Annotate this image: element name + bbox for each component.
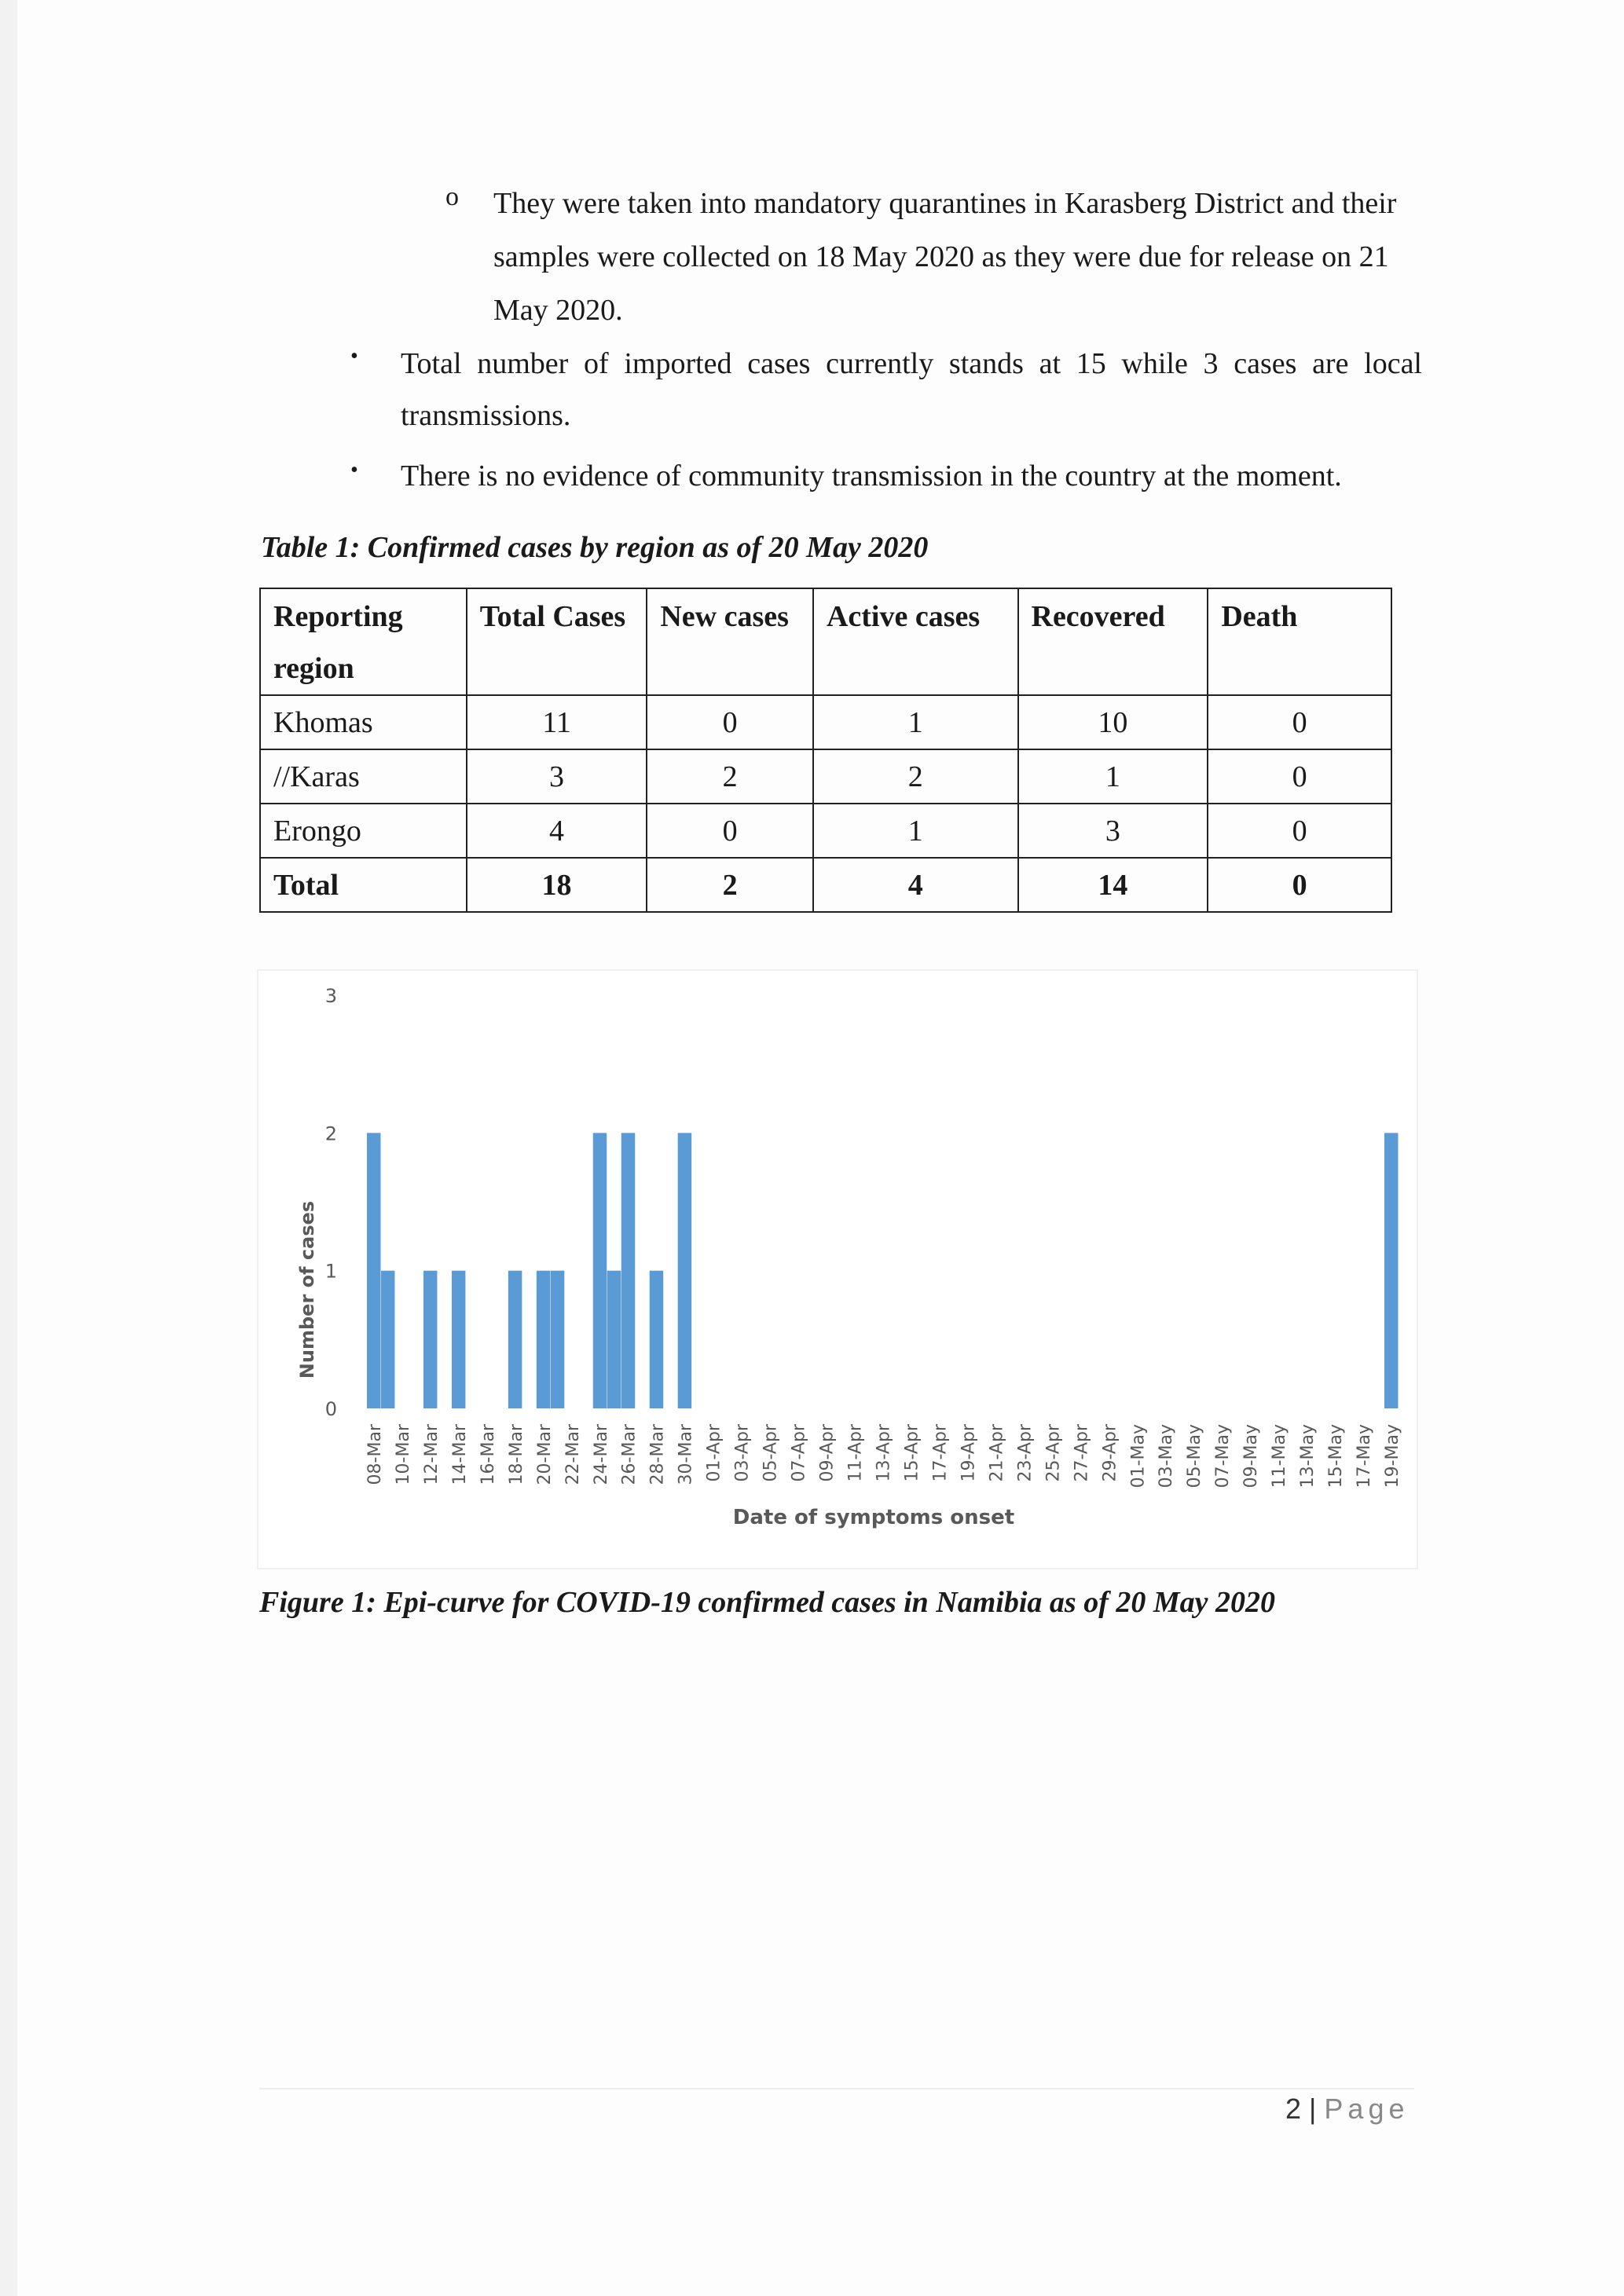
x-tick-label: 19-May [1383, 1424, 1403, 1489]
table-header-row [260, 588, 1391, 695]
x-tick-label: 11-Apr [845, 1424, 866, 1482]
x-tick-label: 13-May [1298, 1424, 1318, 1489]
x-tick-label: 26-Mar [619, 1424, 640, 1485]
bar [452, 1271, 465, 1408]
footer-divider [259, 2088, 1414, 2089]
cell-active: 2 [813, 749, 1018, 804]
cell-total-label: Total [260, 858, 467, 912]
x-tick-label: 20-Mar [534, 1424, 555, 1485]
sub-bullet-marker: o [445, 182, 459, 211]
cell-total-new: 2 [647, 858, 813, 912]
cell-new: 2 [647, 749, 813, 804]
bullet-marker: • [350, 344, 358, 368]
bar [551, 1271, 564, 1408]
x-tick-label: 07-Apr [789, 1424, 809, 1482]
bar [381, 1271, 394, 1408]
cell-recovered: 3 [1018, 804, 1208, 858]
x-tick-label: 23-Apr [1015, 1424, 1036, 1482]
x-tick-label: 13-Apr [874, 1424, 894, 1482]
cell-recovered: 10 [1018, 695, 1208, 749]
table-row [260, 804, 1391, 858]
confirmed-cases-table [259, 588, 1392, 913]
x-tick-label: 28-Mar [647, 1424, 668, 1485]
page-number-value: 2 [1285, 2093, 1302, 2125]
y-axis-label: Number of cases [296, 1200, 318, 1379]
x-tick-label: 10-Mar [393, 1424, 413, 1485]
page-number-separator: | [1309, 2093, 1317, 2125]
bullet-text-imported-cases: Total number of imported cases currently stands at 15 while 3 cases are local transmissions. [401, 347, 1422, 432]
cell-active: 1 [813, 804, 1018, 858]
y-tick-label: 2 [324, 1122, 337, 1145]
x-tick-label: 17-May [1355, 1424, 1375, 1489]
bar [423, 1271, 437, 1408]
cell-total: 4 [467, 804, 647, 858]
bar [650, 1271, 663, 1408]
x-tick-label: 12-Mar [421, 1424, 442, 1485]
chart-bars [367, 1133, 1399, 1408]
cell-total: 3 [467, 749, 647, 804]
bar [508, 1271, 522, 1408]
cell-region: //Karas [260, 749, 467, 804]
y-tick-label: 0 [324, 1398, 337, 1420]
x-tick-label: 05-May [1185, 1424, 1205, 1489]
page-number [1285, 2093, 1410, 2126]
x-tick-label: 30-Mar [676, 1424, 696, 1485]
bar [1384, 1133, 1398, 1408]
bar [593, 1133, 607, 1408]
cell-new: 0 [647, 695, 813, 749]
x-tick-label: 14-Mar [449, 1424, 470, 1485]
cell-total-death: 0 [1208, 858, 1391, 912]
x-tick-label: 03-May [1157, 1424, 1177, 1489]
table-total-row [260, 858, 1391, 912]
y-tick-label: 1 [324, 1260, 337, 1283]
x-tick-label: 22-Mar [563, 1424, 583, 1485]
header-new-cases: New cases [647, 588, 813, 695]
bar [367, 1133, 380, 1408]
cell-total: 11 [467, 695, 647, 749]
table-row [260, 695, 1391, 749]
epi-curve-chart [257, 969, 1418, 1569]
x-tick-label: 21-Apr [987, 1424, 1007, 1482]
x-tick-label: 07-May [1213, 1424, 1234, 1489]
x-tick-label: 15-Apr [902, 1424, 922, 1482]
cell-new: 0 [647, 804, 813, 858]
x-tick-label: 15-May [1326, 1424, 1347, 1489]
x-axis-label: Date of symptoms onset [732, 1506, 1015, 1529]
bar [621, 1133, 635, 1408]
bar [678, 1133, 691, 1408]
bar [537, 1271, 550, 1408]
x-tick-label: 09-Apr [817, 1424, 838, 1482]
bullet-text-community-transmission: There is no evidence of community transmission in the country at the moment. [401, 460, 1342, 493]
cell-total-cases: 18 [467, 858, 647, 912]
x-tick-label: 24-Mar [591, 1424, 611, 1485]
x-tick-label: 25-Apr [1043, 1424, 1064, 1482]
table-caption: Table 1: Confirmed cases by region as of 20 May 2020 [261, 531, 929, 564]
cell-death: 0 [1208, 804, 1391, 858]
x-tick-label: 01-May [1128, 1424, 1149, 1489]
cell-total-active: 4 [813, 858, 1018, 912]
x-tick-label: 19-Apr [959, 1424, 979, 1482]
x-tick-label: 11-May [1270, 1424, 1290, 1489]
header-active-cases: Active cases [813, 588, 1018, 695]
x-tick-label: 27-Apr [1072, 1424, 1092, 1482]
x-tick-label: 17-Apr [930, 1424, 951, 1482]
header-recovered: Recovered [1018, 588, 1208, 695]
x-tick-label: 29-Apr [1100, 1424, 1120, 1482]
figure-caption: Figure 1: Epi-curve for COVID-19 confirmed cases in Namibia as of 20 May 2020 [259, 1586, 1276, 1619]
x-tick-label: 05-Apr [761, 1424, 781, 1482]
sub-bullet-text: They were taken into mandatory quarantines in Karasberg District and their samples were collected on 18 May 2020 as they were due for release on 21 May 2020. [493, 187, 1397, 327]
x-tick-label: 01-Apr [704, 1424, 724, 1482]
y-axis-ticks [325, 985, 337, 1420]
cell-recovered: 1 [1018, 749, 1208, 804]
x-tick-label: 16-Mar [478, 1424, 498, 1485]
x-tick-label: 08-Mar [365, 1424, 385, 1485]
x-tick-label: 09-May [1241, 1424, 1262, 1489]
header-death: Death [1208, 588, 1391, 695]
cell-death: 0 [1208, 749, 1391, 804]
cell-active: 1 [813, 695, 1018, 749]
cell-region: Erongo [260, 804, 467, 858]
cell-region: Khomas [260, 695, 467, 749]
table-row [260, 749, 1391, 804]
y-tick-label: 3 [324, 985, 337, 1007]
x-tick-label: 03-Apr [732, 1424, 753, 1482]
cell-total-recovered: 14 [1018, 858, 1208, 912]
epi-curve-svg [258, 971, 1417, 1568]
x-tick-label: 18-Mar [506, 1424, 526, 1485]
bar [607, 1271, 621, 1408]
header-reporting-region: Reporting region [260, 588, 467, 695]
x-axis-ticks [365, 1423, 1402, 1488]
cell-death: 0 [1208, 695, 1391, 749]
bullet-marker: • [350, 458, 358, 482]
scan-edge [0, 0, 17, 2296]
page-label: Page [1324, 2093, 1410, 2125]
header-total-cases: Total Cases [467, 588, 647, 695]
